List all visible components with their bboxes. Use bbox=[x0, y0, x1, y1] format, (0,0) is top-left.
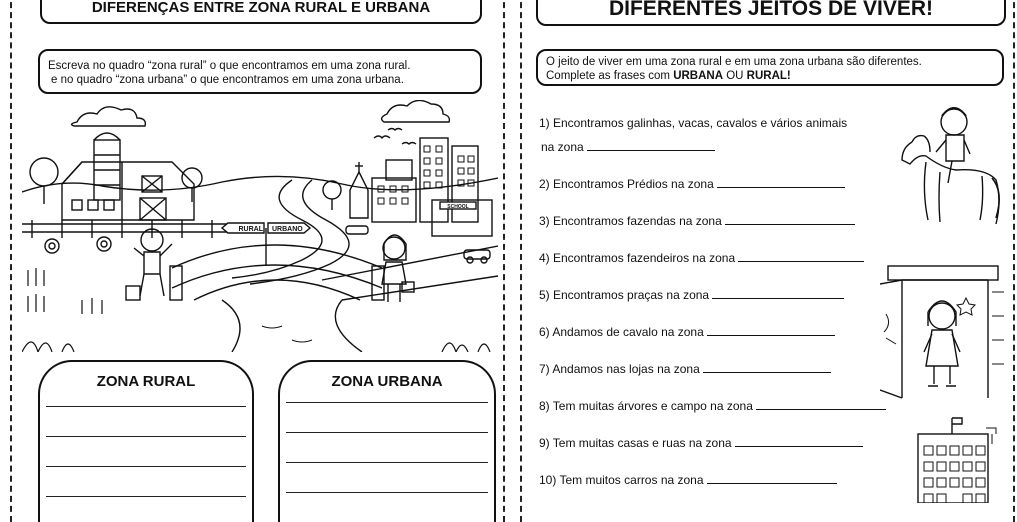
question-2: 2) Encontramos Prédios na zona bbox=[539, 177, 845, 191]
girl-in-shop-illustration bbox=[880, 264, 1006, 404]
worksheet-jeitos-de-viver bbox=[520, 0, 1015, 522]
answer-blank[interactable] bbox=[735, 436, 863, 447]
writing-line[interactable] bbox=[46, 466, 246, 467]
zona-rural-box bbox=[38, 360, 254, 522]
boy-on-horse-illustration bbox=[896, 102, 1006, 232]
question-1-answer: na zona bbox=[541, 140, 715, 154]
writing-line[interactable] bbox=[286, 402, 488, 403]
barn bbox=[62, 162, 194, 220]
question-4: 4) Encontramos fazendeiros na zona bbox=[539, 251, 864, 265]
rural-urban-landscape-illustration bbox=[22, 100, 498, 352]
left-instruction-line2: e no quadro “zona urbana” o que encontramos em uma zona urbana. bbox=[51, 74, 404, 86]
writing-line[interactable] bbox=[46, 496, 246, 497]
writing-line[interactable] bbox=[46, 406, 246, 407]
church bbox=[350, 172, 368, 218]
apartment-building bbox=[372, 178, 416, 222]
answer-blank[interactable] bbox=[717, 177, 845, 188]
left-title: DIFERENÇAS ENTRE ZONA RURAL E URBANA bbox=[40, 0, 482, 24]
answer-blank[interactable] bbox=[756, 399, 886, 410]
question-1: 1) Encontramos galinhas, vacas, cavalos e vários animais bbox=[539, 116, 848, 130]
farmer-boy-figure bbox=[126, 229, 172, 300]
word-rural: RURAL! bbox=[746, 70, 791, 82]
writing-line[interactable] bbox=[286, 462, 488, 463]
right-instructions bbox=[536, 49, 1004, 86]
question-8: 8) Tem muitas árvores e campo na zona bbox=[539, 399, 886, 413]
river bbox=[222, 300, 362, 352]
worksheet-zonas bbox=[10, 0, 505, 522]
word-urbana: URBANA bbox=[673, 70, 724, 82]
zona-rural-title: ZONA RURAL bbox=[96, 373, 196, 390]
question-6: 6) Andamos de cavalo na zona bbox=[539, 325, 835, 339]
school-sign: SCHOOL bbox=[447, 204, 469, 210]
answer-blank[interactable] bbox=[587, 140, 715, 151]
right-instruction-line2: Complete as frases com URBANA OU RURAL! bbox=[546, 70, 791, 82]
school-building-illustration bbox=[912, 414, 1000, 503]
cloud-icon bbox=[382, 100, 450, 122]
writing-line[interactable] bbox=[286, 492, 488, 493]
question-10: 10) Tem muitos carros na zona bbox=[539, 473, 837, 487]
question-7: 7) Andamos nas lojas na zona bbox=[539, 362, 831, 376]
answer-blank[interactable] bbox=[707, 325, 835, 336]
right-title: DIFERENTES JEITOS DE VIVER! bbox=[536, 0, 1006, 26]
zona-urbana-title: ZONA URBANA bbox=[331, 373, 443, 390]
sign-urbano: URBANO bbox=[272, 226, 303, 233]
writing-line[interactable] bbox=[286, 432, 488, 433]
question-5: 5) Encontramos praças na zona bbox=[539, 288, 844, 302]
answer-blank[interactable] bbox=[707, 473, 837, 484]
answer-blank[interactable] bbox=[725, 214, 855, 225]
zona-urbana-box bbox=[278, 360, 496, 522]
question-3: 3) Encontramos fazendas na zona bbox=[539, 214, 855, 228]
answer-blank[interactable] bbox=[738, 251, 864, 262]
left-instructions bbox=[38, 49, 482, 94]
left-instruction-line1: Escreva no quadro “zona rural” o que encontramos em uma zona rural. bbox=[48, 60, 411, 72]
question-9: 9) Tem muitas casas e ruas na zona bbox=[539, 436, 863, 450]
answer-blank[interactable] bbox=[703, 362, 831, 373]
cloud-icon bbox=[72, 107, 146, 126]
car bbox=[346, 226, 368, 234]
answer-blank[interactable] bbox=[712, 288, 844, 299]
sign-rural: RURAL bbox=[238, 226, 263, 233]
writing-line[interactable] bbox=[46, 436, 246, 437]
right-instruction-line1: O jeito de viver em uma zona rural e em uma zona urbana são diferentes. bbox=[546, 56, 922, 68]
